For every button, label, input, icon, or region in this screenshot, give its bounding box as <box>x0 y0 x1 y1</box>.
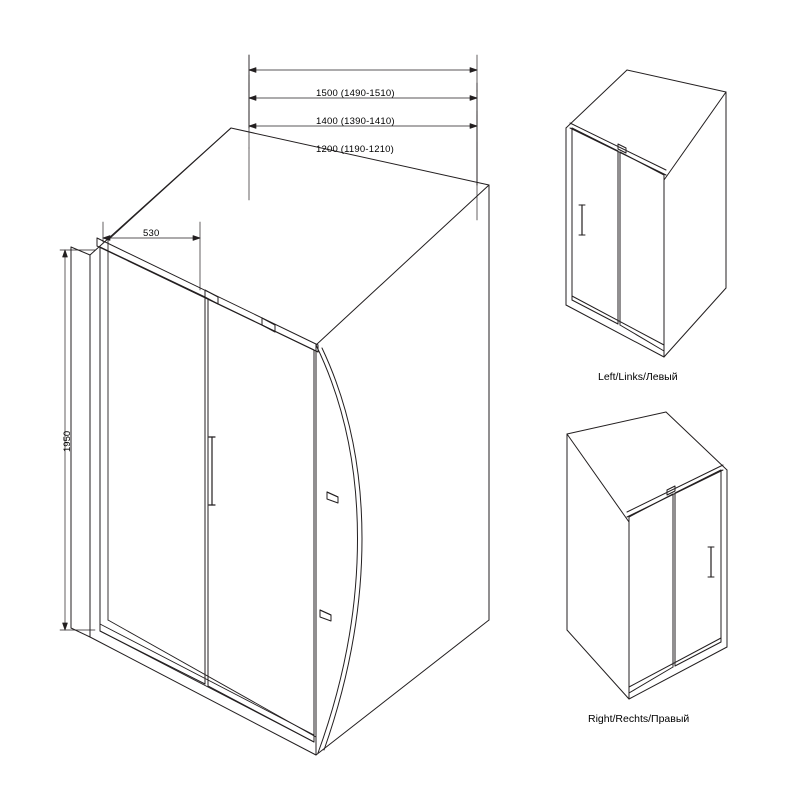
variant-right-drawing <box>567 412 727 699</box>
dimension-label-530: 530 <box>143 228 160 239</box>
variant-label-left: Left/Links/Левый <box>598 371 678 383</box>
dimension-label-1500: 1500 (1490-1510) <box>316 88 395 99</box>
enclosure-inner-lines <box>108 128 316 737</box>
bottom-threshold <box>100 624 314 742</box>
variant-left-drawing <box>566 70 726 357</box>
panel-fittings <box>320 492 338 621</box>
door-handle <box>209 437 215 505</box>
dimension-label-1400: 1400 (1390-1410) <box>316 116 395 127</box>
dimension-lines-top <box>249 55 477 220</box>
dimension-label-1200: 1200 (1190-1210) <box>316 144 395 155</box>
curved-front-edge <box>316 345 362 753</box>
dimension-label-1950: 1950 <box>62 430 73 452</box>
main-enclosure-outline <box>71 128 489 755</box>
variant-label-right: Right/Rechts/Правый <box>588 713 690 725</box>
fixed-glass-panel <box>100 247 205 684</box>
sliding-glass-panel <box>208 299 314 742</box>
